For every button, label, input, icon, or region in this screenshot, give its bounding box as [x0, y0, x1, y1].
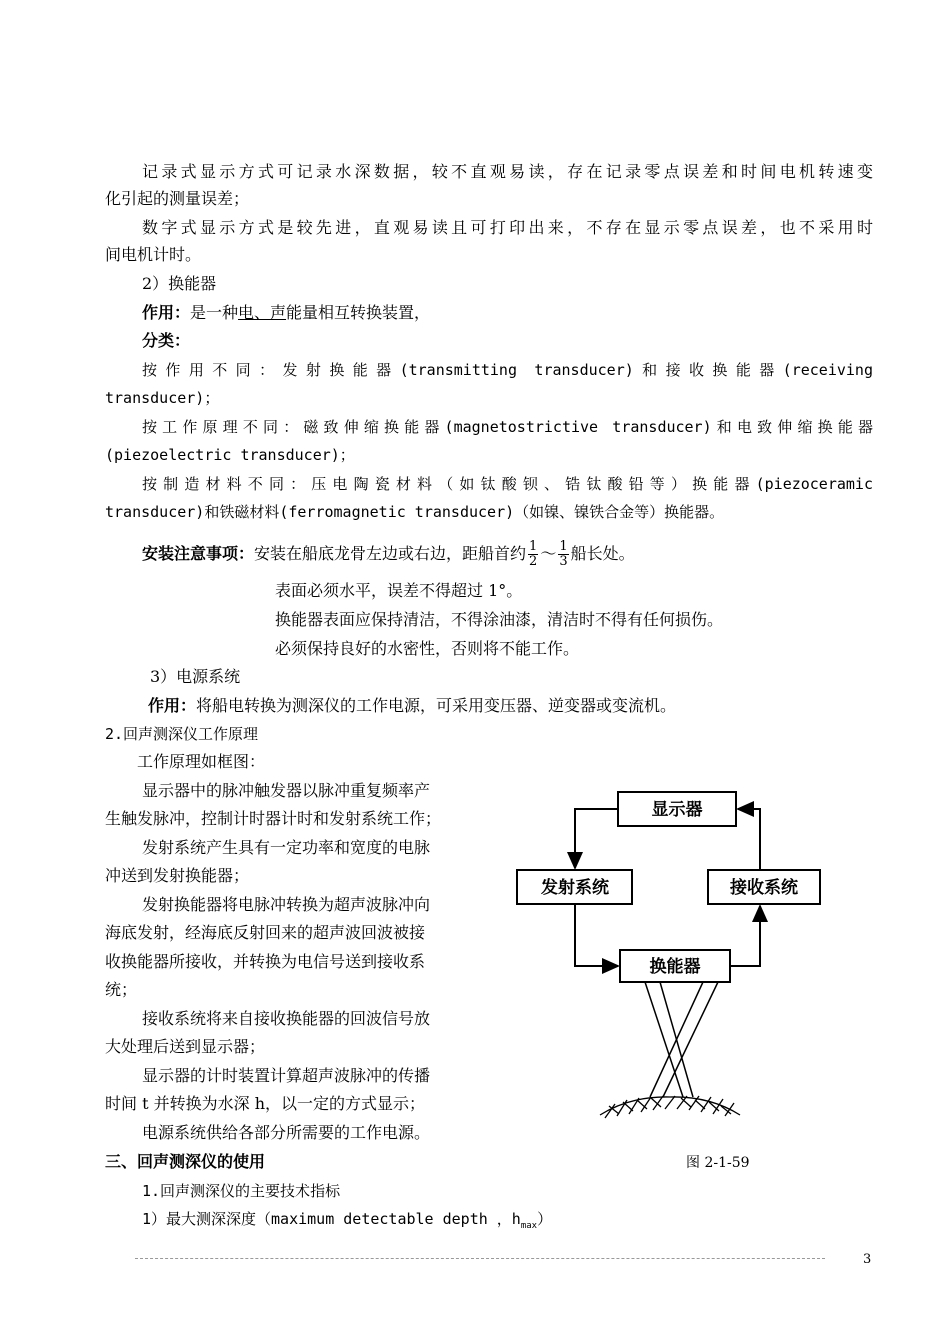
para-record-display-line1: 记录式显示方式可记录水深数据，较不直观易读，存在记录零点误差和时间电机转速变	[142, 162, 873, 181]
classify-by-material-line1: 按制造材料不同：压电陶瓷材料（如钛酸钡、锆钛酸铅等）换能器(piezoceramic	[142, 475, 873, 493]
transmit-label: 发射系统	[541, 878, 609, 898]
principle-a1: 显示器中的脉冲触发器以脉冲重复频率产	[142, 781, 431, 800]
install-text-post: 船长处。	[570, 544, 635, 563]
install-tilde: ～	[540, 544, 557, 563]
role-post: 能量相互转换装置，	[286, 303, 431, 322]
display-label: 显示器	[651, 800, 703, 820]
echo-sounder-block-diagram	[505, 770, 825, 1150]
para-digital-display-line1: 数字式显示方式是较先进，直观易读且可打印出来，不存在显示零点误差，也不采用时	[142, 218, 873, 237]
power-label: 作用：	[148, 696, 197, 715]
hmax-subscript: max	[520, 1221, 538, 1231]
principle-d2: 大处理后送到显示器；	[105, 1037, 266, 1056]
classify-by-material-line2: transducer)和铁磁材料(ferromagnetic transducer)（如镍、镍铁合金等）换能器。	[105, 503, 725, 521]
classify-by-function-line2: transducer)；	[105, 389, 220, 407]
fraction-one-third: $\frac{1}{3}$	[559, 539, 568, 569]
classify-label: 分类：	[142, 331, 191, 350]
classify-by-principle-line1: 按工作原理不同：磁致伸缩换能器(magnetostrictive transducer)和电致伸缩换能器	[142, 418, 873, 436]
principle-c4: 统；	[105, 980, 138, 999]
role-underlined: 电、声	[238, 303, 287, 322]
install-note-clean: 换能器表面应保持清洁，不得涂油漆，清洁时不得有任何损伤。	[275, 610, 724, 629]
power-role	[148, 696, 676, 716]
para-record-display-line2: 化引起的测量误差；	[105, 189, 250, 208]
transducer-role	[142, 303, 430, 323]
install-text-pre: 安装在船底龙骨左边或右边，距船首约	[254, 544, 527, 563]
principle-c3: 收换能器所接收，并转换为电信号送到接收系	[105, 952, 426, 971]
role-pre: 是一种	[190, 303, 239, 322]
install-notes-line1	[142, 540, 635, 569]
usage-item1: 1.回声测深仪的主要技术指标	[142, 1182, 341, 1200]
classify-by-principle-line2: (piezoelectric transducer)；	[105, 446, 355, 464]
heading-transducer: 2）换能器	[142, 274, 217, 293]
fraction-one-half: $\frac{1}{2}$	[529, 539, 538, 569]
principle-d1: 接收系统将来自接收换能器的回波信号放	[142, 1009, 431, 1028]
figure-caption: 图 2-1-59	[686, 1155, 750, 1171]
receive-label: 接收系统	[730, 878, 798, 898]
heading-power-system: 3）电源系统	[150, 667, 241, 686]
role-label: 作用：	[142, 303, 191, 322]
principle-e2: 时间 t 并转换为水深 h，以一定的方式显示；	[105, 1094, 425, 1113]
heading-working-principle: 2.回声测深仪工作原理	[105, 725, 259, 743]
transducer-label: 换能器	[649, 957, 701, 977]
principle-c2: 海底发射，经海底反射回来的超声波回波被接	[105, 923, 426, 942]
install-note-level: 表面必须水平，误差不得超过 1°。	[275, 581, 523, 600]
heading-usage: 三、回声测深仪的使用	[105, 1152, 266, 1171]
principle-intro: 工作原理如框图：	[137, 752, 266, 771]
page-number: 3	[863, 1252, 872, 1267]
principle-c1: 发射换能器将电脉冲转换为超声波脉冲向	[142, 895, 431, 914]
install-note-watertight: 必须保持良好的水密性，否则将不能工作。	[275, 639, 580, 658]
principle-a2: 生触发脉冲，控制计时器计时和发射系统工作；	[105, 809, 442, 828]
principle-b2: 冲送到发射换能器；	[105, 866, 250, 885]
seabed	[600, 1096, 740, 1118]
power-text: 将船电转换为测深仪的工作电源，可采用变压器、逆变器或变流机。	[196, 696, 677, 715]
usage-item2: 1）最大测深深度（maximum detectable depth ，$h_{max}$）	[142, 1210, 553, 1231]
footer-divider	[135, 1258, 825, 1259]
principle-b1: 发射系统产生具有一定功率和宽度的电脉	[142, 838, 431, 857]
principle-e1: 显示器的计时装置计算超声波脉冲的传播	[142, 1066, 431, 1085]
acoustic-beams	[645, 982, 718, 1097]
para-digital-display-line2: 间电机计时。	[105, 245, 202, 264]
install-label: 安装注意事项：	[142, 544, 255, 563]
principle-f1: 电源系统供给各部分所需要的工作电源。	[142, 1123, 431, 1142]
classify-by-function-line1: 按作用不同：发射换能器(transmitting transducer)和接收换能器(receiving	[142, 361, 873, 379]
